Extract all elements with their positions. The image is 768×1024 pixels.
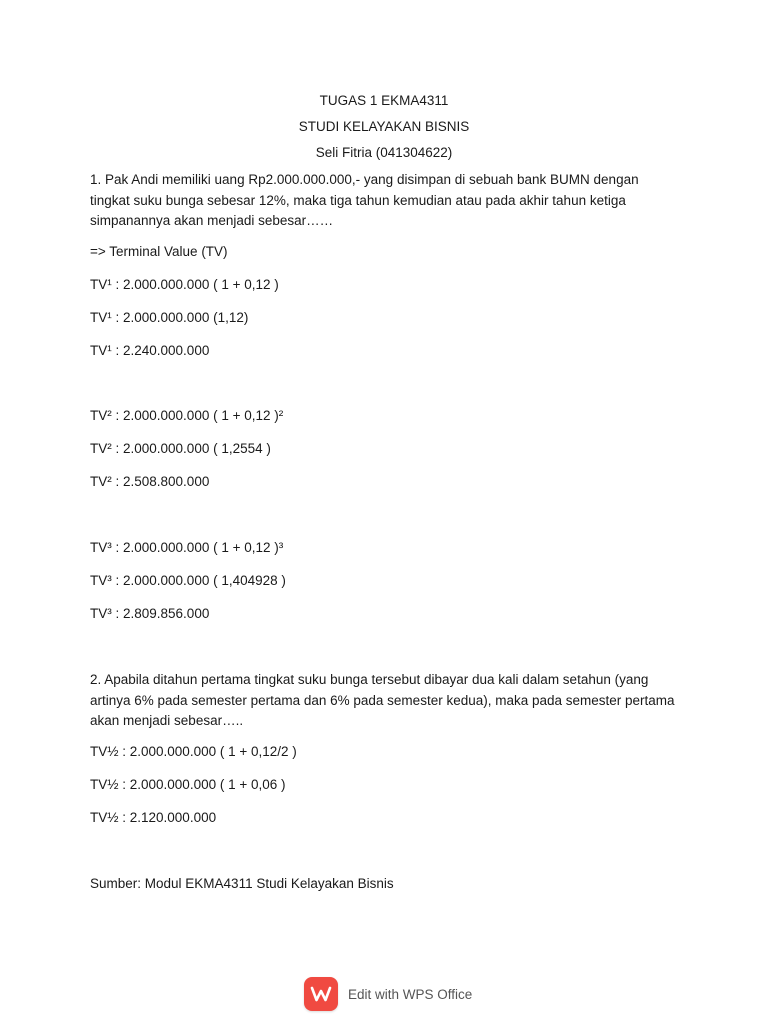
tv3-formula: TV³ : 2.000.000.000 ( 1 + 0,12 )³: [90, 540, 284, 555]
terminal-value-label: => Terminal Value (TV): [90, 244, 228, 259]
tv1-formula: TV¹ : 2.000.000.000 ( 1 + 0,12 ): [90, 277, 279, 292]
tv2-step: TV² : 2.000.000.000 ( 1,2554 ): [90, 441, 271, 456]
question-2-text: 2. Apabila ditahun pertama tingkat suku bunga tersebut dibayar dua kali dalam setahun (yang artinya 6% pada semester pertama dan 6% pada semester kedua), maka pada semester pertama akan menjadi sebesar…..: [90, 672, 675, 728]
tv3-result: TV³ : 2.809.856.000: [90, 606, 210, 621]
wps-edit-label[interactable]: Edit with WPS Office: [348, 986, 473, 1002]
tvhalf-step: TV½ : 2.000.000.000 ( 1 + 0,06 ): [90, 777, 286, 792]
tv2-formula: TV² : 2.000.000.000 ( 1 + 0,12 )²: [90, 408, 284, 423]
source-reference: Sumber: Modul EKMA4311 Studi Kelayakan Bisnis: [90, 876, 394, 891]
wps-office-logo-icon[interactable]: [304, 977, 338, 1011]
tv1-result: TV¹ : 2.240.000.000: [90, 343, 210, 358]
document-subtitle: STUDI KELAYAKAN BISNIS: [298, 119, 470, 134]
document-author: Seli Fitria (041304622): [315, 145, 453, 160]
document-title: TUGAS 1 EKMA4311: [319, 93, 449, 108]
wps-edit-footer[interactable]: [304, 976, 472, 1012]
tvhalf-result: TV½ : 2.120.000.000: [90, 810, 217, 825]
tv2-result: TV² : 2.508.800.000: [90, 474, 210, 489]
question-1-text: 1. Pak Andi memiliki uang Rp2.000.000.000,- yang disimpan di sebuah bank BUMN dengan tingkat suku bunga sebesar 12%, maka tiga tahun kemudian atau pada akhir tahun ketiga simpanannya akan menjadi sebesar……: [90, 172, 639, 228]
tvhalf-formula: TV½ : 2.000.000.000 ( 1 + 0,12/2 ): [90, 744, 297, 759]
tv1-step: TV¹ : 2.000.000.000 (1,12): [90, 310, 249, 325]
tv3-step: TV³ : 2.000.000.000 ( 1,404928 ): [90, 573, 286, 588]
